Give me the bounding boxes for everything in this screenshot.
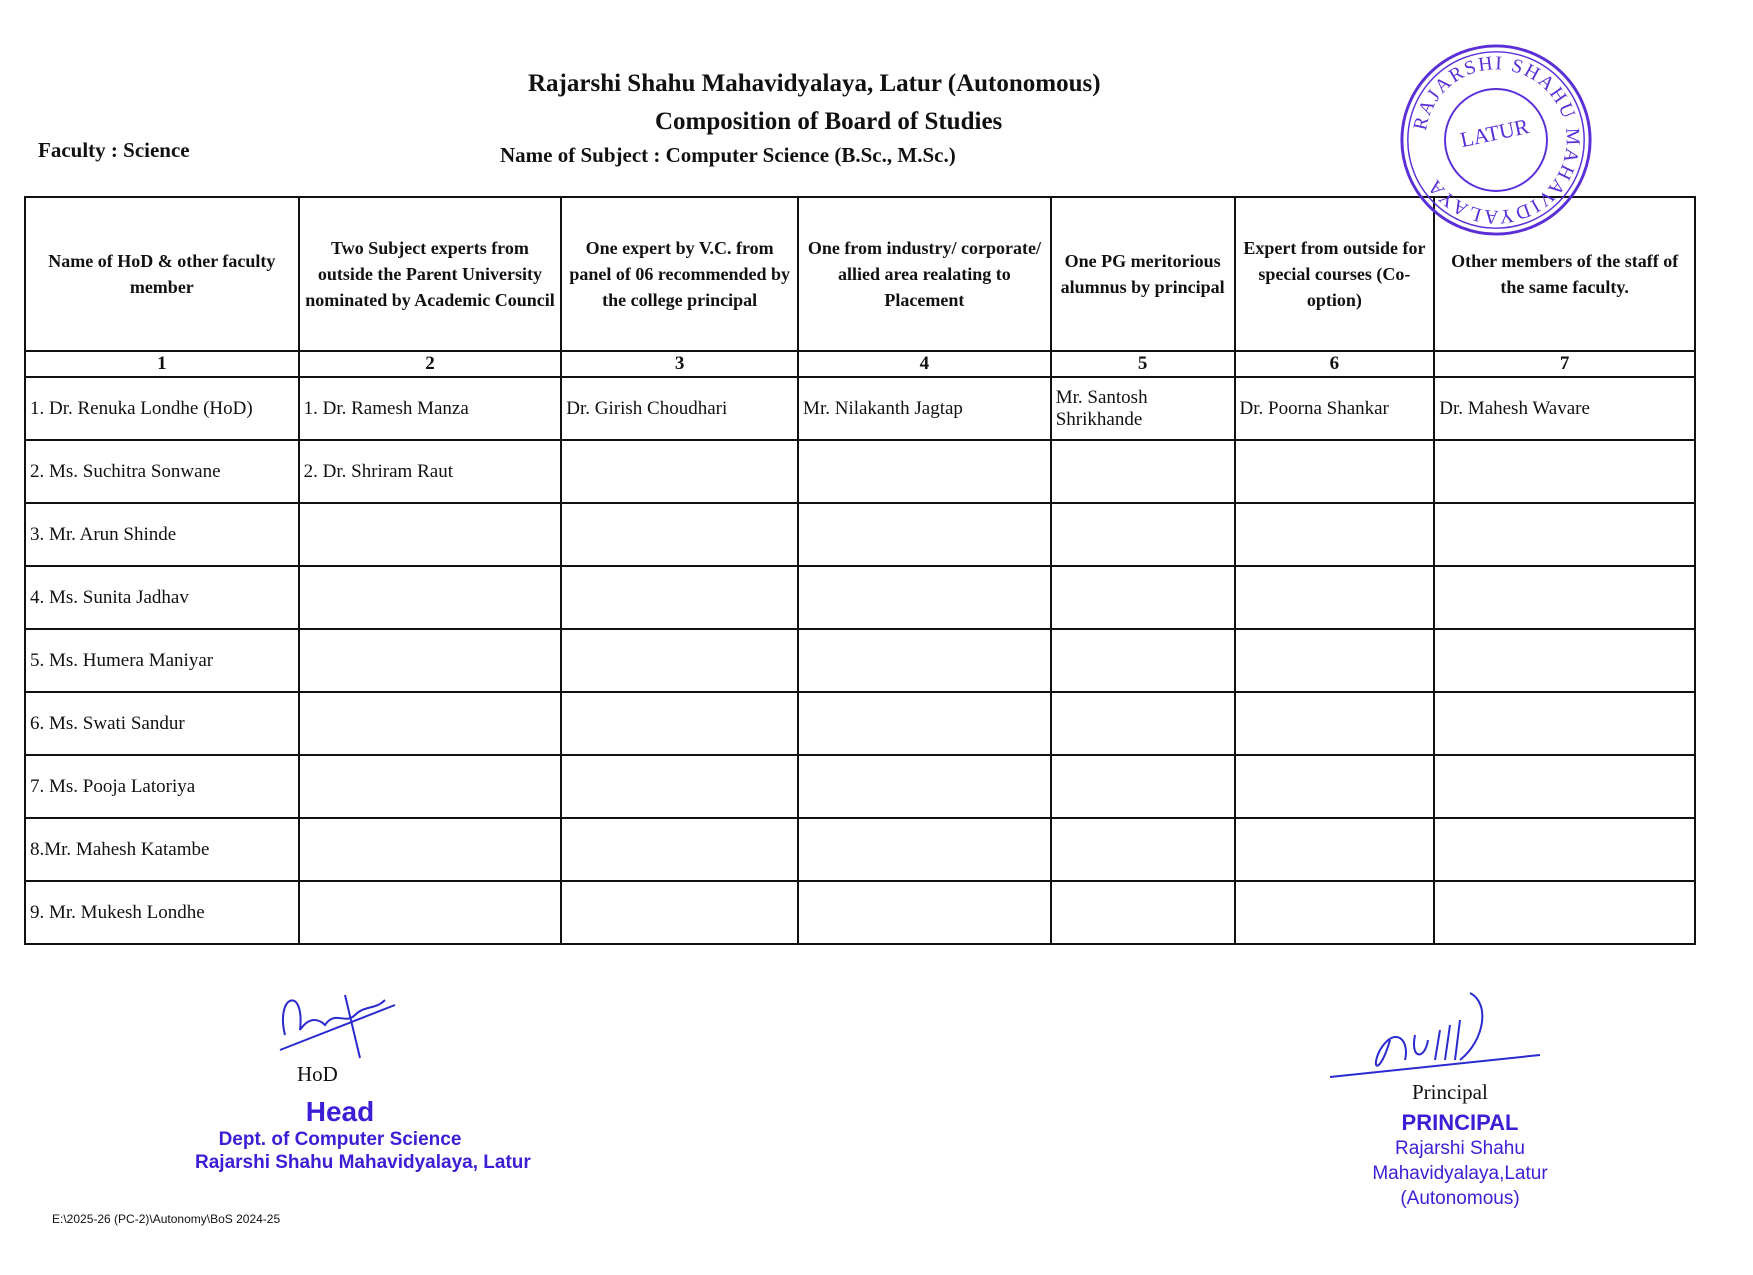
table-cell [299,566,562,629]
table-cell [1235,629,1435,692]
table-cell [798,881,1051,944]
table-row [25,566,1695,629]
column-number: 6 [1235,351,1435,377]
table-cell: 2. Dr. Shriram Raut [299,440,562,503]
table-cell [561,566,798,629]
table-cell: 8.Mr. Mahesh Katambe [25,818,299,881]
table-cell [1051,755,1235,818]
column-number: 4 [798,351,1051,377]
principal-label: Principal [1412,1080,1488,1104]
table-cell [1434,503,1695,566]
table-cell [1235,755,1435,818]
table-cell [1434,881,1695,944]
table-cell [1434,629,1695,692]
table-cell [798,755,1051,818]
table-row [25,755,1695,818]
table-row [25,629,1695,692]
table-cell [798,818,1051,881]
seal-outer-text: RAJARSHI SHAHU MAHAVIDYALAYA [1410,53,1583,227]
table-cell [1235,440,1435,503]
table-row [25,818,1695,881]
table-cell [561,440,798,503]
column-header: Other members of the staff of the same faculty. [1434,197,1695,351]
table-cell: Mr. Nilakanth Jagtap [798,377,1051,440]
table-cell [299,818,562,881]
table-cell: Dr. Poorna Shankar [1235,377,1435,440]
table-cell [1051,881,1235,944]
table-cell: 6. Ms. Swati Sandur [25,692,299,755]
hod-signature [265,980,415,1060]
table-cell [1235,692,1435,755]
principal-signature [1310,985,1560,1080]
table-cell [561,818,798,881]
table-cell: 5. Ms. Humera Maniyar [25,629,299,692]
subject-name: Name of Subject : Computer Science (B.Sc., M.Sc.) [500,143,956,167]
table-cell [1235,881,1435,944]
table-cell [798,440,1051,503]
table-cell [1434,440,1695,503]
table-cell [561,755,798,818]
table-cell [1434,818,1695,881]
table-cell: 4. Ms. Sunita Jadhav [25,566,299,629]
table-cell [1235,503,1435,566]
hod-stamp-college: Rajarshi Shahu Mahavidyalaya, Latur [195,1152,531,1173]
table-cell [1051,440,1235,503]
table-cell [1051,503,1235,566]
table-cell: Dr. Girish Choudhari [561,377,798,440]
table-cell [798,629,1051,692]
table-cell [798,503,1051,566]
table-cell [1235,566,1435,629]
table-cell [1434,566,1695,629]
table-cell [561,692,798,755]
table-cell [299,755,562,818]
principal-stamp-title: PRINCIPAL [1401,1110,1519,1135]
table-cell: 9. Mr. Mukesh Londhe [25,881,299,944]
column-header: Two Subject experts from outside the Parent University nominated by Academic Council [299,197,562,351]
table-cell [798,566,1051,629]
table-cell [1434,755,1695,818]
table-cell [561,629,798,692]
table-cell [798,692,1051,755]
table-cell [1051,692,1235,755]
column-number: 3 [561,351,798,377]
table-cell: 7. Ms. Pooja Latoriya [25,755,299,818]
table-row [25,503,1695,566]
column-header: One from industry/ corporate/ allied area realating to Placement [798,197,1051,351]
college-name: Rajarshi Shahu Mahavidyalaya, Latur (Autonomous) [528,70,1101,97]
column-number: 2 [299,351,562,377]
table-cell [299,881,562,944]
column-header: Name of HoD & other faculty member [25,197,299,351]
table-cell [561,881,798,944]
table-cell: Dr. Mahesh Wavare [1434,377,1695,440]
table-cell [299,629,562,692]
table-row [25,881,1695,944]
table-cell: 1. Dr. Ramesh Manza [299,377,562,440]
document-title: Composition of Board of Studies [655,108,1003,135]
hod-stamp-dept: Dept. of Computer Science [218,1129,462,1150]
column-header: One PG meritorious alumnus by principal [1051,197,1235,351]
board-composition-table [24,196,1696,945]
table-cell: 1. Dr. Renuka Londhe (HoD) [25,377,299,440]
file-path: E:\2025-26 (PC-2)\Autonomy\BoS 2024-25 [52,1212,281,1226]
column-number: 5 [1051,351,1235,377]
column-header: Expert from outside for special courses (Co-option) [1235,197,1435,351]
principal-stamp-sub: (Autonomous) [1400,1188,1520,1209]
table-cell [1051,629,1235,692]
table-cell [1235,818,1435,881]
table-cell: Mr. Santosh Shrikhande [1051,377,1235,440]
table-cell: 3. Mr. Arun Shinde [25,503,299,566]
table-row [25,692,1695,755]
hod-label: HoD [297,1062,338,1086]
table-cell [561,503,798,566]
principal-stamp [1310,1110,1610,1211]
seal-center-text: LATUR [1458,114,1531,153]
column-header: One expert by V.C. from panel of 06 recommended by the college principal [561,197,798,351]
column-number: 7 [1434,351,1695,377]
principal-stamp-college: Rajarshi Shahu Mahavidyalaya,Latur [1372,1138,1548,1184]
table-cell [299,692,562,755]
table-cell [1434,692,1695,755]
table-cell [1051,818,1235,881]
column-number: 1 [25,351,299,377]
hod-stamp-title: Head [305,1096,375,1127]
hod-stamp [195,1096,531,1174]
faculty-label: Faculty : Science [38,138,190,162]
table-cell [299,503,562,566]
table-cell: 2. Ms. Suchitra Sonwane [25,440,299,503]
table-row [25,377,1695,440]
table-row [25,440,1695,503]
college-seal [1398,42,1594,238]
table-cell [1051,566,1235,629]
